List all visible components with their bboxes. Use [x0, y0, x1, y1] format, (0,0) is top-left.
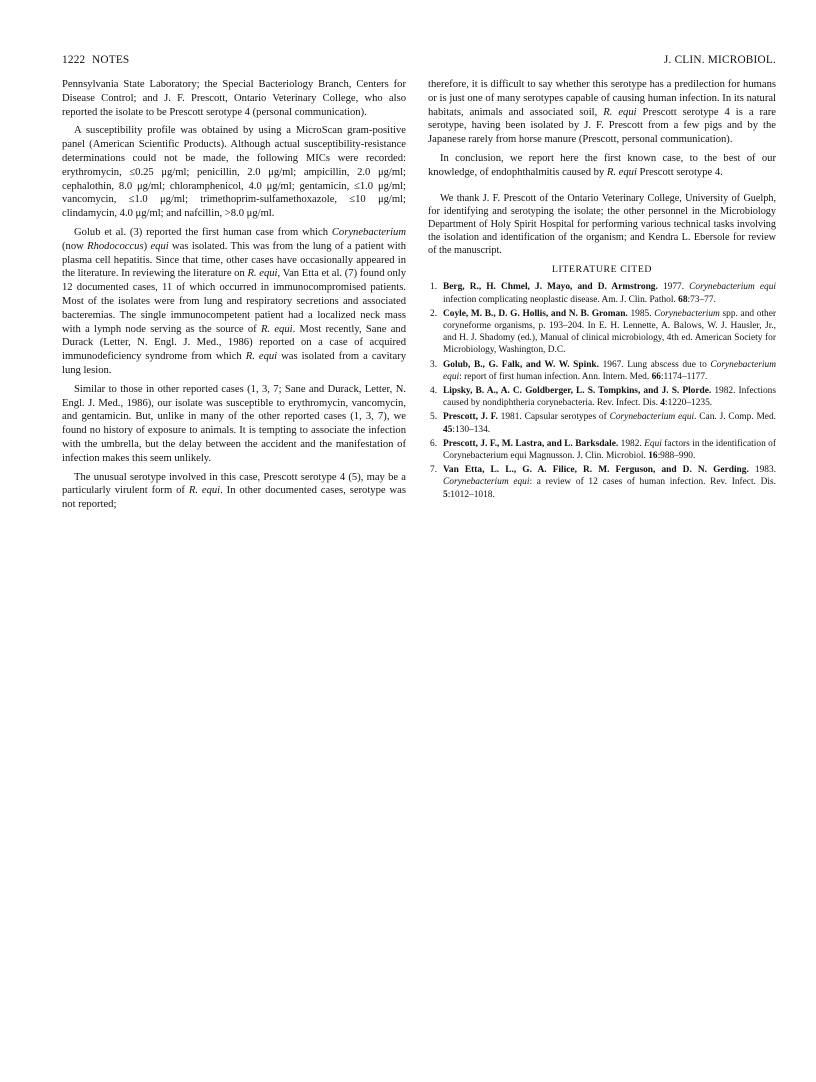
- paragraph: In conclusion, we report here the first known case, to the best of our knowledge, of endophthalmitis caused by R. equi Prescott serotype 4.: [428, 152, 776, 178]
- paragraph: Pennsylvania State Laboratory; the Special Bacteriology Branch, Centers for Disease Control; and J. F. Prescott, Ontario Veterinary College, who also reported the isolate to be Prescott serotype 4 (personal communication).: [62, 79, 406, 118]
- literature-cited-heading: LITERATURE CITED: [551, 263, 653, 275]
- reference-item: 6. Prescott, J. F., M. Lastra, and L. Barksdale. 1982. Equi factors in the identification of Corynebacterium equi Magnusson. J. Clin. Microbiol. 16:988–990.: [430, 438, 776, 462]
- paragraph: The unusual serotype involved in this case, Prescott serotype 4 (5), may be a particularly virulent form of R. equi. In other documented cases, serotype was not reported;: [62, 471, 406, 511]
- reference-item: 7. Van Etta, L. L., G. A. Filice, R. M. Ferguson, and D. N. Gerding. 1983. Corynebacterium equi: a review of 12 cases of human infection. Rev. Infect. Dis. 5:1012–1018.: [430, 465, 776, 500]
- left-column: [62, 78, 406, 517]
- reference-item: 4. Lipsky, B. A., A. C. Goldberger, L. S. Tompkins, and J. S. Plorde. 1982. Infections caused by nondiphtheria corynebacteria. Rev. Infect. Dis. 4:1220–1235.: [430, 386, 776, 409]
- reference-item: 3. Golub, B., G. Falk, and W. W. Spink. 1967. Lung abscess due to Corynebacterium equi: report of first human infection. Ann. Intern. Med. 66:1174–1177.: [430, 359, 776, 382]
- section-label: NOTES: [92, 54, 130, 66]
- page-number: 1222: [62, 54, 86, 66]
- reference-list: [428, 281, 776, 500]
- paragraph: therefore, it is difficult to say whether this serotype has a predilection for humans or is just one of many serotypes capable of causing human infection. In its natural habitats, animals and associated soil, R. equi Prescott serotype 4 is a rare serotype, having been isolated by J. F. Prescott from a few pigs and by the Japanese rarely from horse manure (Prescott, personal communication).: [428, 79, 776, 146]
- paragraph: A susceptibility profile was obtained by using a MicroScan gram-positive panel (American Scientific Products). Although actual susceptibility-resistance determinations could not be made, the following MICs were recorded: erythromycin, ≤0.25 μg/ml; penicillin, 2.0 μg/ml; ampicillin, 2.0 μg/ml; cephalothin, 8.0 μg/ml; chloramphenicol, 4.0 μg/ml; gentamicin, ≤1.0 μg/ml; vancomycin, ≤1.0 μg/ml; trimethoprim-sulfamethoxazole, ≤10 μg/ml; clindamycin, 4.0 μg/ml; and nafcillin, >8.0 μg/ml.: [62, 125, 406, 220]
- right-column: [428, 78, 776, 503]
- running-header: [62, 54, 776, 70]
- paragraph: Golub et al. (3) reported the first human case from which Corynebacterium (now Rhodococcus) equi was isolated. This was from the lung of a patient with plasma cell hepatitis. Since that time, other cases have occasionally appeared in the literature. In reviewing the literature on R. equi, Van Etta et al. (7) found only 12 documented cases, 11 of which occurred in immunocompromised patients. Most of the isolates were from lung and respiratory secretions and associated bacteremias. The single immunocompetent patient had a localized neck mass with a lymph node serving as the source of R. equi. Most recently, Sane and Durack (Letter, N. Engl. J. Med., 1986) reported on a case of acquired immunodeficiency syndrome from which R. equi was isolated from a cavitary lung lesion.: [62, 226, 407, 376]
- journal-name: J. CLIN. MICROBIOL.: [663, 54, 776, 66]
- acknowledgments: We thank J. F. Prescott of the Ontario Veterinary College, University of Guelph, for identifying and serotyping the isolate; the other personnel in the Microbiology Department of Holy Spirit Hospital for performing various technical tasks involving the isolation and identification of the organism; and Kendra L. Ebersole for review of the manuscript.: [428, 192, 776, 257]
- reference-item: 5. Prescott, J. F. 1981. Capsular serotypes of Corynebacterium equi. Can. J. Comp. Med. 45:130–134.: [430, 412, 776, 435]
- reference-item: 1. Berg, R., H. Chmel, J. Mayo, and D. Armstrong. 1977. Corynebacterium equi infection complicating neoplastic disease. Am. J. Clin. Pathol. 68:73–77.: [430, 282, 776, 305]
- paragraph: Similar to those in other reported cases (1, 3, 7; Sane and Durack, Letter, N. Engl. J. Med., 1986), our isolate was susceptible to erythromycin, vancomycin, and gentamicin. But, unlike in many of the other reported cases (1, 3, 7), we found no history of exposure to animals. It is tempting to associate the infection with the umbrella, but the delay between the accident and the manifestation of infection makes this seem unlikely.: [62, 383, 406, 464]
- reference-item: 2. Coyle, M. B., D. G. Hollis, and N. B. Groman. 1985. Corynebacterium spp. and other coryneforme organisms, p. 193–204. In E. H. Lennette, A. Balows, W. J. Hausler, Jr., and H. J. Shadomy (ed.), Manual of clinical microbiology, 4th ed. American Society for Microbiology, Washington, D.C.: [430, 308, 777, 356]
